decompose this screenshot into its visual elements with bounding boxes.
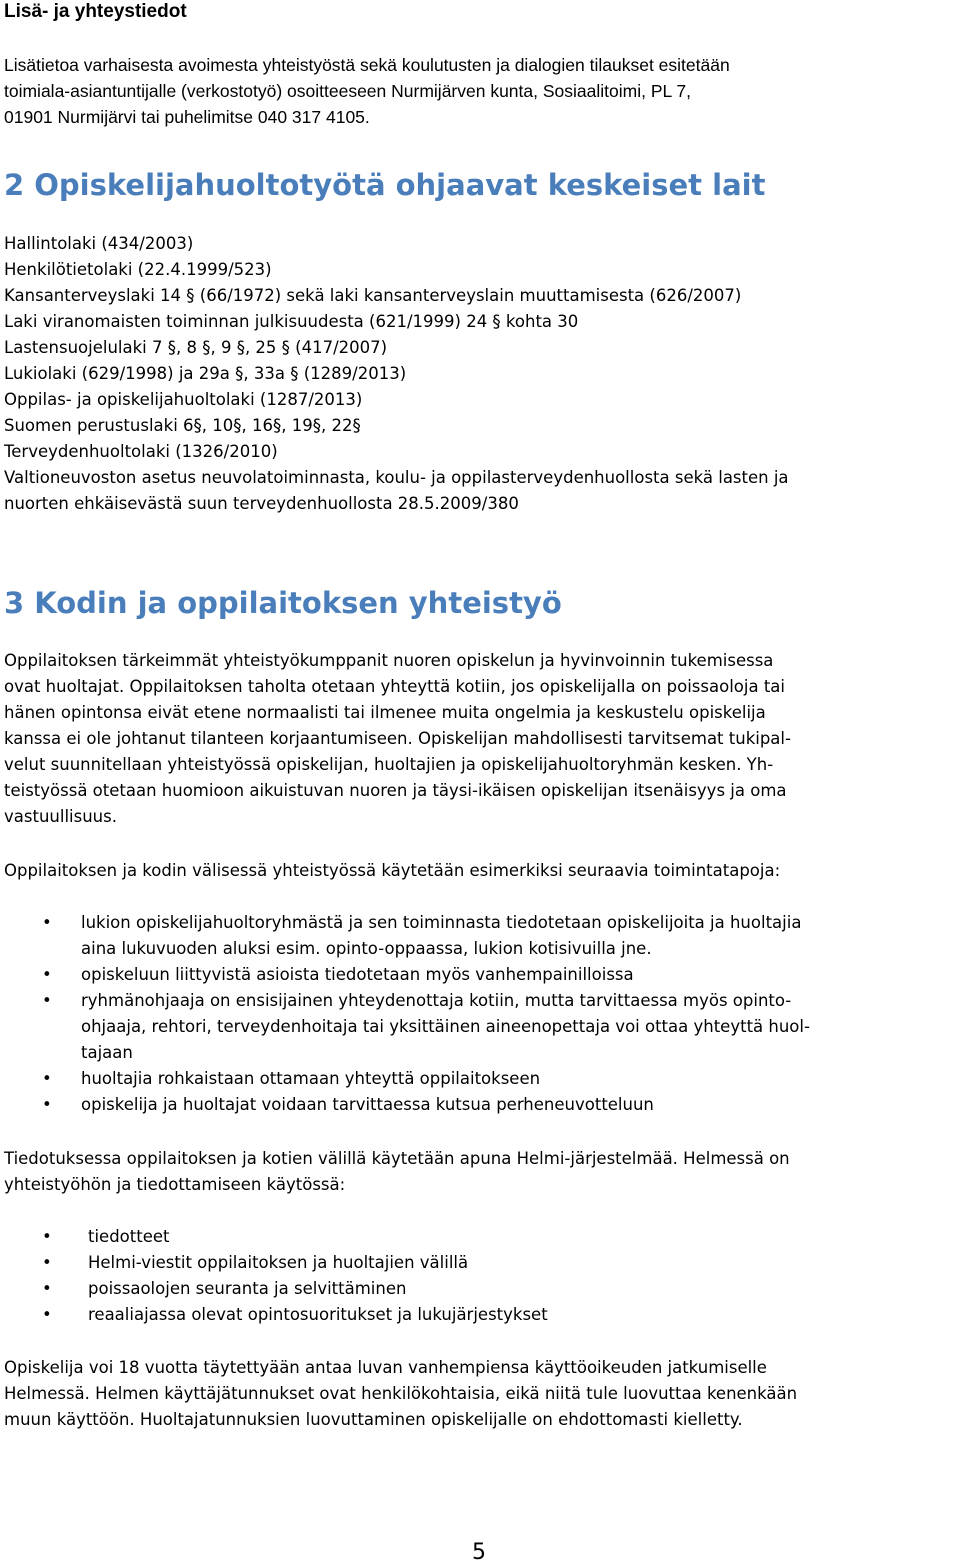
practices-list: [4, 910, 960, 1118]
text-line: toimiala-asiantuntijalle (verkostotyö) osoitteeseen Nurmijärven kunta, Sosiaalitoimi, PL 7,: [4, 81, 692, 101]
text-line: Helmessä. Helmen käyttäjätunnukset ovat henkilökohtaisia, eikä niitä tule luovuttaa kenenkään: [4, 1384, 798, 1403]
text-line: opiskelija ja huoltajat voidaan tarvittaessa kutsua perheneuvotteluun: [81, 1095, 654, 1114]
helmi-features-list: [4, 1224, 960, 1328]
text-line: muun käyttöön. Huoltajatunnuksien luovuttaminen opiskelijalle on ehdottomasti kielletty.: [4, 1410, 743, 1429]
text-line: huoltajia rohkaistaan ottamaan yhteyttä oppilaitokseen: [81, 1069, 541, 1088]
law-item: Suomen perustuslaki 6§, 10§, 16§, 19§, 22§: [4, 416, 361, 435]
contact-heading: Lisä- ja yhteystiedot: [4, 1, 187, 22]
text-line: 01901 Nurmijärvi tai puhelimitse 040 317 4105.: [4, 107, 370, 127]
text-line: ohjaaja, rehtori, terveydenhoitaja tai yksittäinen aineenopettaja voi ottaa yhteyttä huol-: [81, 1017, 810, 1036]
bullet-icon: •: [42, 991, 52, 1010]
page-number: 5: [472, 1540, 486, 1565]
text-line: hänen opintonsa eivät etene normaalisti tai ilmenee muita ongelmia ja keskustelu opiskelija: [4, 703, 766, 722]
text-line: tiedotteet: [88, 1227, 170, 1246]
bullet-icon: •: [42, 913, 52, 932]
text-line: lukion opiskelijahuoltoryhmästä ja sen toiminnasta tiedotetaan opiskelijoita ja huoltajia: [81, 913, 802, 932]
law-item: Kansanterveyslaki 14 § (66/1972) sekä laki kansanterveyslain muuttamisesta (626/2007): [4, 286, 742, 305]
consent-paragraph: [4, 1355, 960, 1433]
law-item: Valtioneuvoston asetus neuvolatoiminnasta, koulu- ja oppilasterveydenhuollosta sekä lasten ja: [4, 468, 789, 487]
text-line: reaaliajassa olevat opintosuoritukset ja lukujärjestykset: [88, 1305, 548, 1324]
law-item: Lukiolaki (629/1998) ja 29a §, 33a § (1289/2013): [4, 364, 407, 383]
text-line: poissaolojen seuranta ja selvittäminen: [88, 1279, 407, 1298]
text-line: velut suunnitellaan yhteistyössä opiskelijan, huoltajien ja opiskelijahuoltoryhmän kesken. Yh-: [4, 755, 774, 774]
helmi-paragraph: [4, 1146, 960, 1198]
text-line: yhteistyöhön ja tiedottamiseen käytössä:: [4, 1175, 346, 1194]
text-line: vastuullisuus.: [4, 807, 117, 826]
law-item: Terveydenhuoltolaki (1326/2010): [4, 442, 278, 461]
text-line: ovat huoltajat. Oppilaitoksen taholta otetaan yhteyttä kotiin, jos opiskelijalla on poissaoloja tai: [4, 677, 785, 696]
bullet-icon: •: [42, 1227, 52, 1246]
text-line: Opiskelija voi 18 vuotta täytettyään antaa luvan vanhempiensa käyttöoikeuden jatkumiselle: [4, 1358, 767, 1377]
list-item: [4, 1224, 960, 1250]
practices-intro: [4, 858, 960, 884]
text-line: Oppilaitoksen ja kodin välisessä yhteistyössä käytetään esimerkiksi seuraavia toimintatapoja:: [4, 861, 781, 880]
section-3-heading: 3 Kodin ja oppilaitoksen yhteistyö: [4, 586, 562, 620]
list-item: [4, 962, 960, 988]
text-line: teistyössä otetaan huomioon aikuistuvan nuoren ja täysi-ikäisen opiskelijan itsenäisyys ja oma: [4, 781, 787, 800]
law-item: Oppilas- ja opiskelijahuoltolaki (1287/2013): [4, 390, 363, 409]
law-list: [4, 231, 789, 517]
law-item: Lastensuojelulaki 7 §, 8 §, 9 §, 25 § (417/2007): [4, 338, 388, 357]
text-line: Lisätietoa varhaisesta avoimesta yhteistyöstä sekä koulutusten ja dialogien tilaukset esitetään: [4, 55, 730, 75]
list-item: [4, 1092, 960, 1118]
text-line: Tiedotuksessa oppilaitoksen ja kotien välillä käytetään apuna Helmi-järjestelmää. Helmessä on: [4, 1149, 790, 1168]
list-item: [4, 1276, 960, 1302]
section-2-heading: 2 Opiskelijahuoltotyötä ohjaavat keskeiset lait: [4, 168, 766, 202]
law-item: Henkilötietolaki (22.4.1999/523): [4, 260, 272, 279]
text-line: opiskeluun liittyvistä asioista tiedotetaan myös vanhempainilloissa: [81, 965, 634, 984]
list-item: [4, 988, 960, 1066]
text-line: kanssa ei ole johtanut tilanteen korjaantumiseen. Opiskelijan mahdollisesti tarvitsemat tukipal-: [4, 729, 791, 748]
law-item: Hallintolaki (434/2003): [4, 234, 194, 253]
list-item: [4, 1066, 960, 1092]
law-item: Laki viranomaisten toiminnan julkisuudesta (621/1999) 24 § kohta 30: [4, 312, 579, 331]
law-item: nuorten ehkäisevästä suun terveydenhuollosta 28.5.2009/380: [4, 494, 519, 513]
bullet-icon: •: [42, 1095, 52, 1114]
text-line: ryhmänohjaaja on ensisijainen yhteydenottaja kotiin, mutta tarvittaessa myös opinto-: [81, 991, 792, 1010]
text-line: tajaan: [81, 1043, 133, 1062]
list-item: [4, 910, 960, 962]
text-line: aina lukuvuoden aluksi esim. opinto-oppaassa, lukion kotisivuilla jne.: [81, 939, 652, 958]
cooperation-paragraph: [4, 648, 960, 830]
bullet-icon: •: [42, 1069, 52, 1088]
bullet-icon: •: [42, 1305, 52, 1324]
text-line: Helmi-viestit oppilaitoksen ja huoltajien välillä: [88, 1253, 469, 1272]
bullet-icon: •: [42, 965, 52, 984]
bullet-icon: •: [42, 1279, 52, 1298]
bullet-icon: •: [42, 1253, 52, 1272]
list-item: [4, 1250, 960, 1276]
text-line: Oppilaitoksen tärkeimmät yhteistyökumppanit nuoren opiskelun ja hyvinvoinnin tukemisessa: [4, 651, 774, 670]
list-item: [4, 1302, 960, 1328]
contact-paragraph: [4, 52, 960, 130]
